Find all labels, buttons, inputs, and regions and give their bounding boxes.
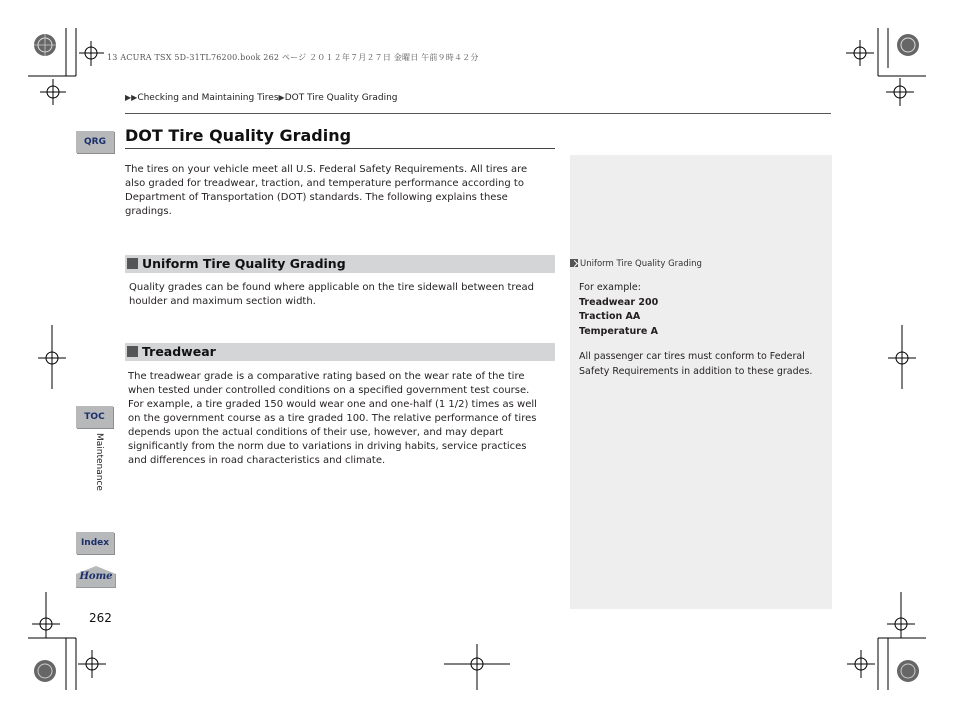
note-heading[interactable] — [570, 259, 702, 269]
home-button[interactable] — [76, 566, 116, 588]
note-link-icon — [570, 259, 578, 267]
toc-button[interactable]: TOC — [76, 406, 113, 428]
crop-mark-left-middle — [36, 325, 68, 389]
chapter-label: Maintenance — [94, 433, 104, 491]
title-divider — [125, 148, 555, 149]
breadcrumb-arrow-icon: ▶▶ — [125, 93, 138, 102]
qrg-button[interactable]: QRG — [76, 131, 114, 153]
note-example-traction: Traction AA — [579, 311, 641, 322]
index-button[interactable]: Index — [76, 532, 114, 554]
note-example-temperature: Temperature A — [579, 325, 658, 337]
page-title: DOT Tire Quality Grading — [125, 126, 352, 145]
intro-paragraph: The tires on your vehicle meet all U.S. Federal Safety Requirements. All tires are also graded for treadwear, traction, and temperature performance according to Department of Transportation (DOT) standards. The following explains these gradings. — [125, 164, 528, 217]
crop-mark-bottom-left — [28, 592, 128, 690]
crop-mark-bottom-center — [444, 644, 510, 690]
note-example-label: For example: — [579, 282, 641, 293]
section-paragraph-treadwear: The treadwear grade is a comparative rating based on the wear rate of the tire when tested under controlled conditions on a specified government test course. For example, a tire graded 150 would wear one and one-half (1 1/2) times as well on the government course as a tire graded 100. The relative performance of tires depends upon the actual conditions of their use, however, and may depart significantly from the norm due to variations in driving habits, service practices and differences in road characteristics and climate. — [128, 371, 537, 466]
crop-mark-top-right — [826, 28, 926, 128]
crop-mark-bottom-right — [826, 592, 926, 690]
breadcrumb — [125, 93, 398, 103]
breadcrumb-parent-link[interactable]: Checking and Maintaining Tires — [137, 93, 279, 103]
page-number: 262 — [89, 611, 112, 625]
section-heading-label: Uniform Tire Quality Grading — [142, 256, 346, 271]
home-label: Home — [79, 571, 113, 582]
header-divider — [125, 113, 831, 114]
breadcrumb-separator-icon: ▶ — [278, 93, 285, 102]
sidebar-note-panel — [570, 155, 832, 609]
note-heading-label: Uniform Tire Quality Grading — [580, 259, 702, 269]
crop-mark-left-upper — [38, 77, 68, 107]
section-heading-uniform-grading — [125, 255, 555, 273]
section-square-icon — [127, 258, 138, 269]
section-paragraph-uniform-grading: Quality grades can be found where applicable on the tire sidewall between tread houlder and maximum section width. — [129, 282, 534, 307]
note-text: All passenger car tires must conform to Federal Safety Requirements in addition to these grades. — [579, 351, 813, 377]
section-square-icon — [127, 346, 138, 357]
print-header: 13 ACURA TSX 5D-31TL76200.book 262 ページ ２０１２年７月２７日 金曜日 午前９時４２分 — [107, 53, 479, 62]
crop-mark-right-middle — [886, 325, 918, 389]
section-heading-treadwear — [125, 343, 555, 361]
note-body — [579, 281, 819, 379]
breadcrumb-current: DOT Tire Quality Grading — [284, 93, 398, 103]
section-heading-label: Treadwear — [142, 344, 216, 359]
note-example-treadwear: Treadwear 200 — [579, 296, 659, 308]
